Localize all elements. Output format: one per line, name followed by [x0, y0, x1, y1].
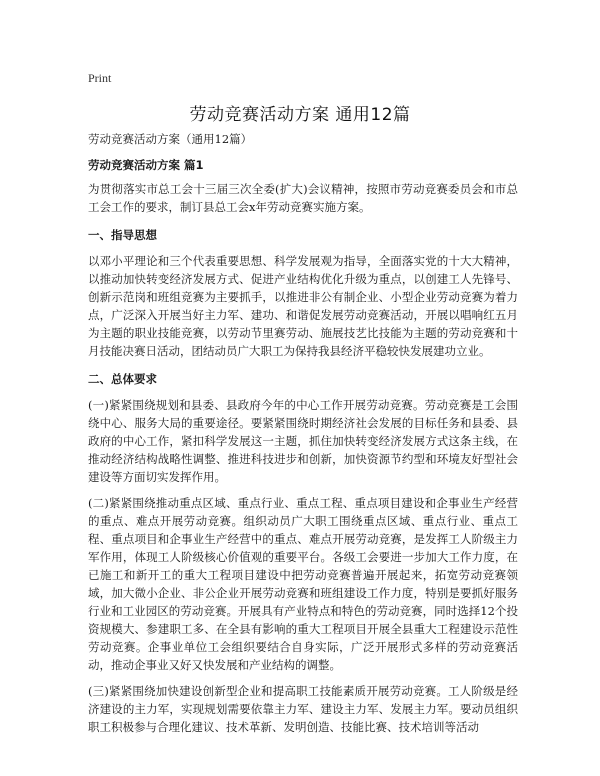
intro-paragraph: 为贯彻落实市总工会十三届三次全委(扩大)会议精神，按照市劳动竞赛委员会和市总工会工作的要求，制订县总工会x年劳动竞赛实施方案。 — [88, 182, 518, 214]
guiding-ideology-paragraph: 以邓小平理论和三个代表重要思想、科学发展观为指导，全面落实党的十大大精神，以推动加快转变经济发展方式、促进产业结构优化升级为重点，以创建工人先锋号、创新示范岗和班组竞赛为主要抓手，以推进非公有制企业、小型企业劳动竞赛为着力点，广泛深入开展当好主力军、建功、和谐促发展劳动竞赛活动，开展以唱响红五月为主题的职业技能竞赛，以劳动节里赛劳动、施展技艺比技能为主题的劳动竞赛和十月技能决赛日活动，团结动员广大职工为保持我县经济平稳较快发展建功立业。 — [88, 254, 518, 358]
section-heading-general-requirements: 二、总体要求 — [88, 372, 157, 386]
requirement-paragraph-3: (三)紧紧围绕加快建设创新型企业和提高职工技能素质开展劳动竞赛。工人阶级是经济建设的主力军，实现规划需要依靠主力军、建设主力军、发展主力军。要动员组织职工积极参与合理化建议、技术革新、发明创造、技能比赛、技术培训等活动 — [88, 684, 518, 734]
document-body — [88, 130, 518, 744]
section-heading-guiding-ideology: 一、指导思想 — [88, 228, 157, 242]
page-title: 劳动竞赛活动方案 通用12篇 — [189, 105, 411, 125]
requirement-paragraph-2: (二)紧紧围绕推动重点区域、重点行业、重点工程、重点项目建设和企事业生产经营的重点、难点开展劳动竞赛。组织动员广大职工围绕重点区域、重点行业、重点工程、重点项目和企事业生产经营中的重点、难点开展劳动竞赛，是发挥工人阶级主力军作用，体现工人阶级核心价值观的重要平台。各级工会要进一步加大工作力度，在已施工和新开工的重大工程项目建设中把劳动竞赛普遍开展起来，拓宽劳动竞赛领域，加大微小企业、非公企业开展劳动竞赛和班组建设工作力度，特别是要抓好服务行业和工业园区的劳动竞赛。开展具有产业特点和特色的劳动竞赛，同时选择12个投资规模大、参建职工多、在全县有影响的重大工程项目开展全县重大工程建设示范性劳动竞赛。企事业单位工会组织要结合自身实际，广泛开展形式多样的劳动竞赛活动，推动企事业又好又快发展和产业结构的调整。 — [88, 496, 518, 672]
document-subtitle: 劳动竞赛活动方案（通用12篇） — [88, 132, 253, 146]
requirement-paragraph-1: (一)紧紧围绕规划和县委、县政府今年的中心工作开展劳动竞赛。劳动竞赛是工会围绕中心、服务大局的重要途径。要紧紧围绕时期经济社会发展的目标任务和县委、县政府的中心工作，紧扣科学发展这一主题，抓住加快转变经济发展方式这条主线，在推动经济结构战略性调整、推进科技进步和创新，加快资源节约型和环境友好型社会建设等方面切实发挥作用。 — [88, 398, 518, 484]
piece-title: 劳动竞赛活动方案 篇1 — [88, 158, 204, 172]
print-label: Print — [88, 71, 112, 85]
